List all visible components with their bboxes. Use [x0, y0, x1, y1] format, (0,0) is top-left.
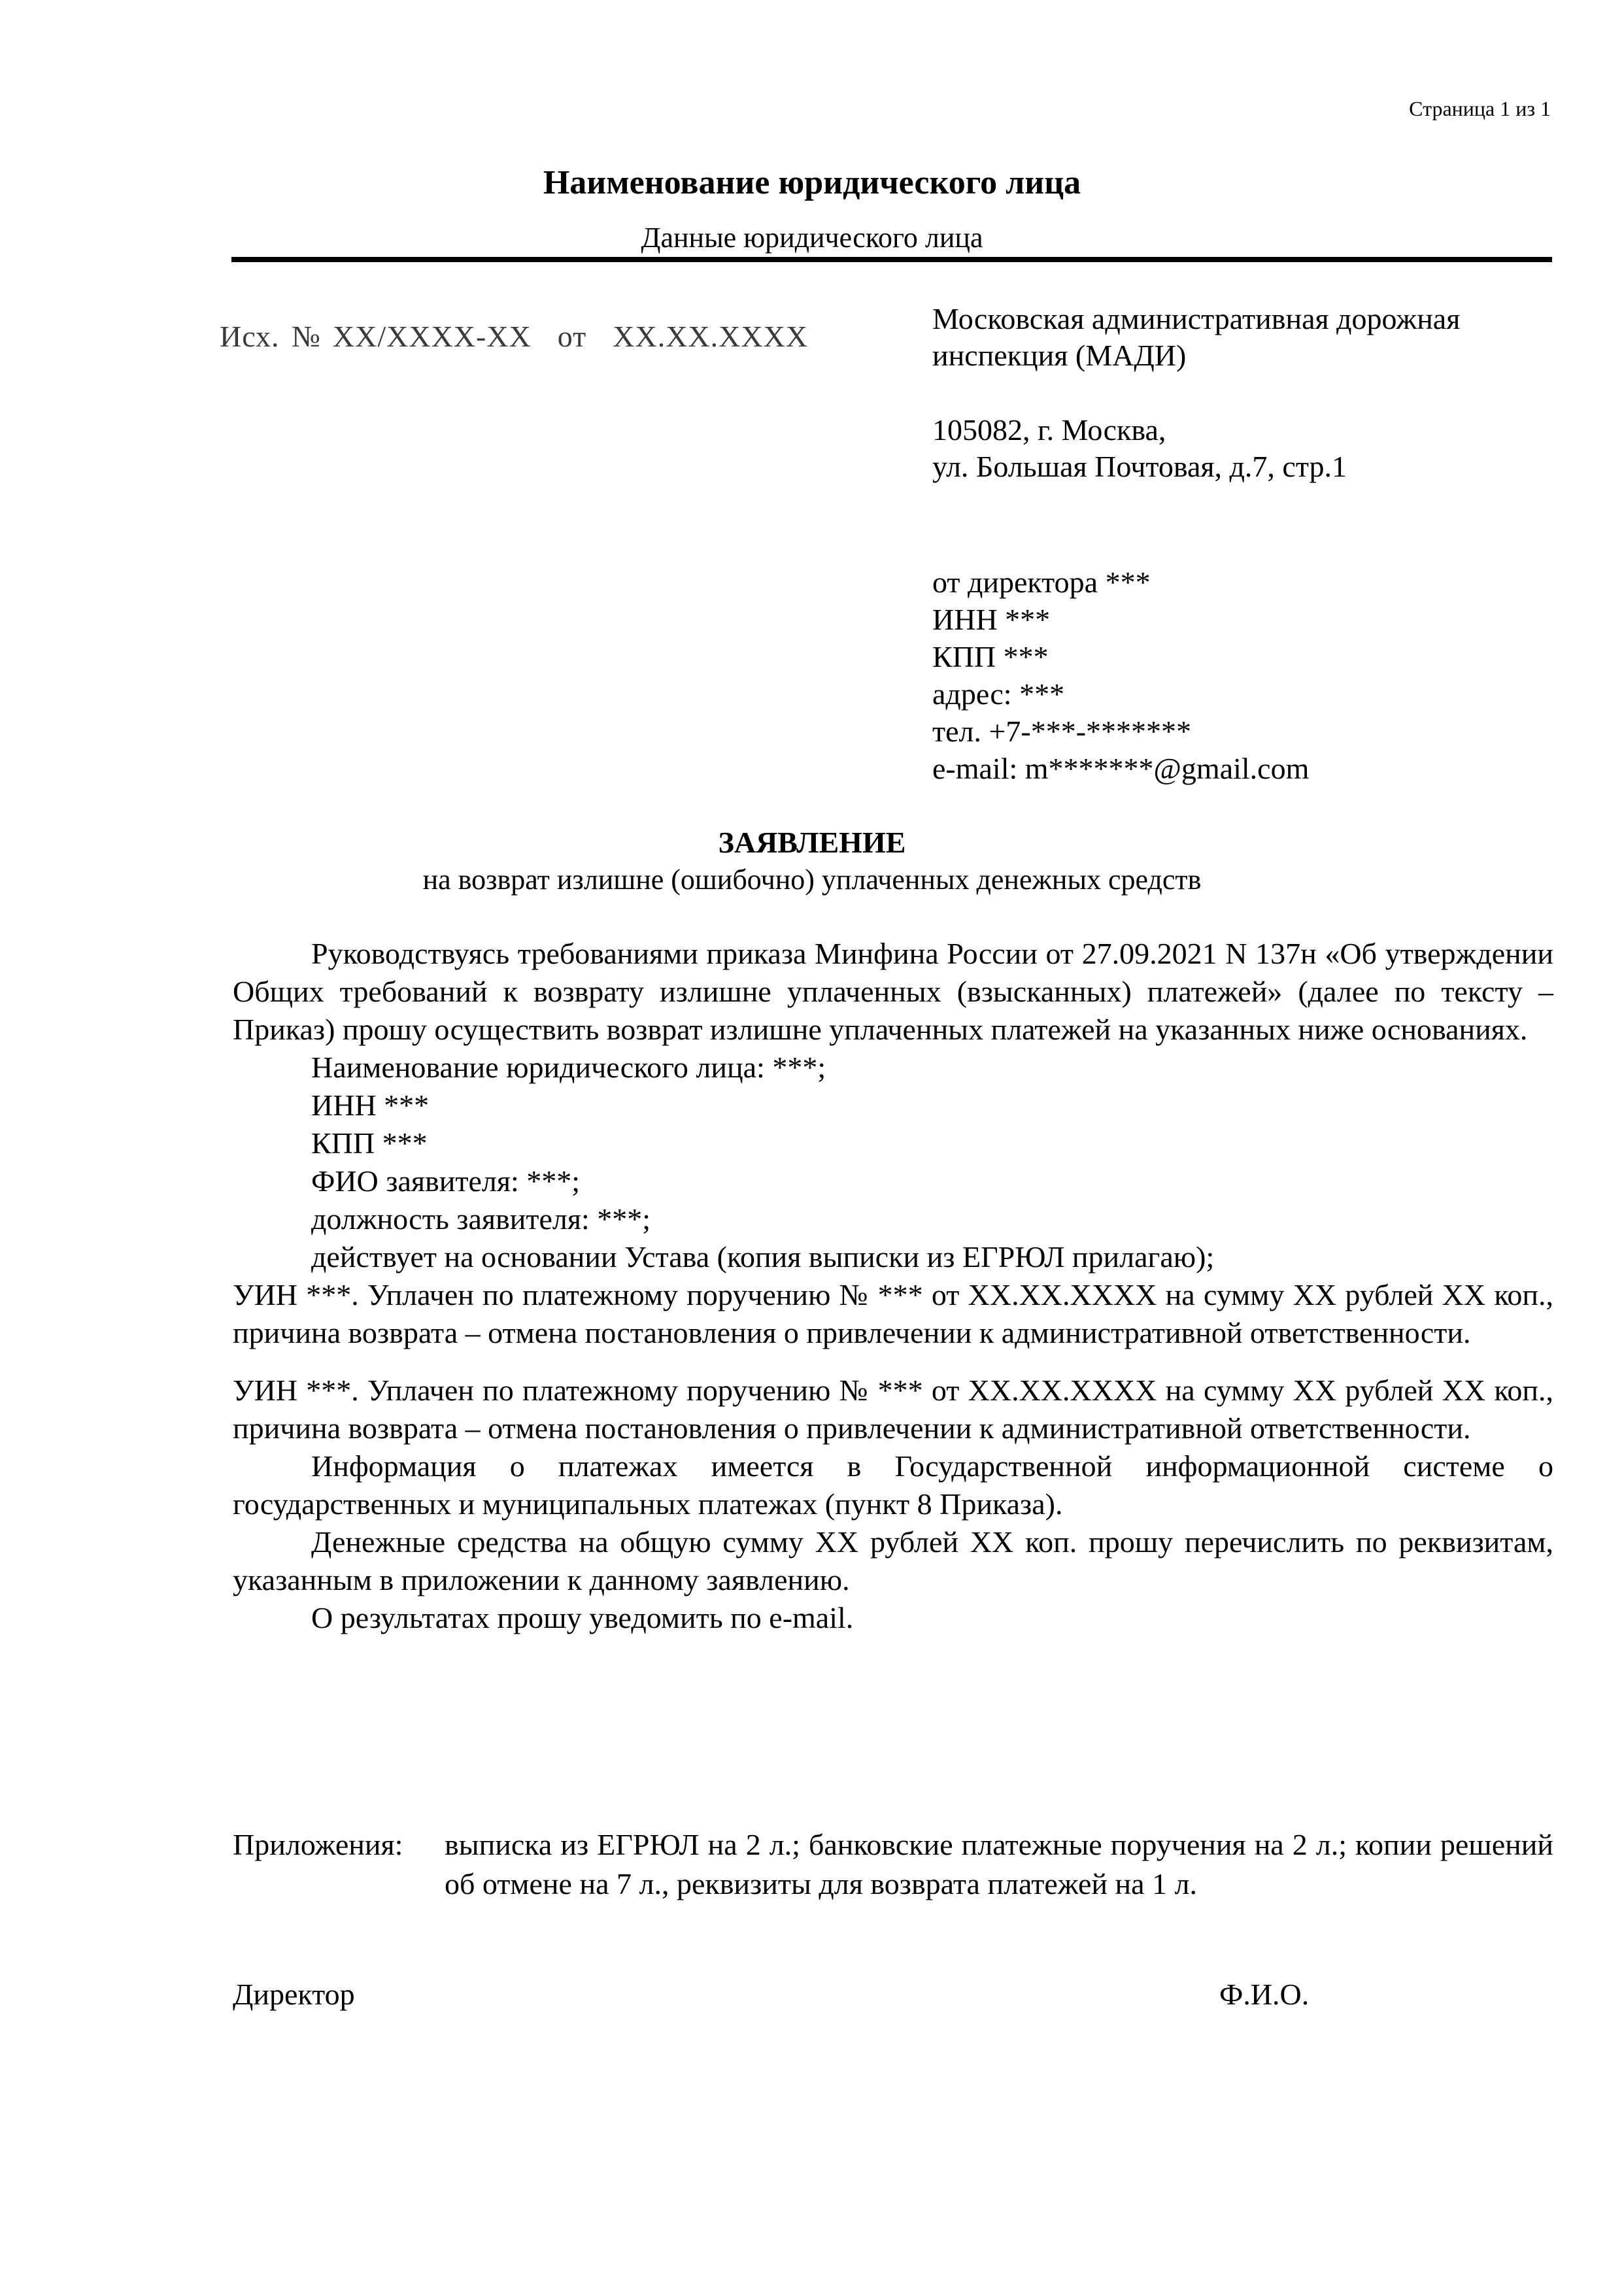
sender-line: e-mail: m*******@gmail.com [932, 752, 1310, 785]
detail-line: действует на основании Устава (копия выписки из ЕГРЮЛ прилагаю); [311, 1240, 1215, 1274]
outgoing-date: XX.XX.XXXX [613, 320, 809, 353]
detail-line: ИНН *** [311, 1088, 430, 1122]
attachments-block [233, 1825, 1553, 1904]
detail-line: ФИО заявителя: ***; [311, 1164, 581, 1198]
sender-line: ИНН *** [932, 603, 1051, 636]
company-name: Наименование юридического лица [543, 164, 1081, 201]
sender-line: КПП *** [932, 640, 1049, 673]
addressee-line: инспекция (МАДИ) [932, 339, 1187, 372]
document-title: ЗАЯВЛЕНИЕ [718, 826, 906, 859]
sender-line: тел. +7-***-******* [932, 715, 1192, 748]
payment-paragraph: УИН ***. Уплачен по платежному поручению № *** от XX.XX.XXXX на сумму XX рублей XX коп., причина возврата – отмена постановления о привлечении к административной ответственности. [233, 1278, 1553, 1349]
notify-paragraph: О результатах прошу уведомить по e-mail. [311, 1601, 854, 1634]
detail-line: Наименование юридического лица: ***; [311, 1051, 826, 1084]
addressee-spacer [932, 374, 1553, 412]
addressee-line: ул. Большая Почтовая, д.7, стр.1 [932, 450, 1347, 483]
outgoing-from: от [557, 320, 587, 353]
outgoing-prefix: Исх. № [220, 320, 321, 353]
sender-line: адрес: *** [932, 677, 1065, 711]
outgoing-reference [220, 319, 808, 354]
document-body [233, 935, 1553, 1637]
page-number: Страница 1 из 1 [1409, 97, 1551, 120]
addressee-line: 105082, г. Москва, [932, 413, 1166, 447]
detail-line: должность заявителя: ***; [311, 1202, 651, 1236]
header-rule [231, 257, 1552, 262]
intro-paragraph: Руководствуясь требованиями приказа Минфина России от 27.09.2021 N 137н «Об утверждении Общих требований к возврату излишне уплаченных (взысканных) платежей» (далее по тексту – Приказ) прошу осуществить возврат излишне уплаченных платежей на указанных ниже основаниях. [233, 937, 1553, 1046]
addressee-block [932, 301, 1553, 485]
sender-line: от директора *** [932, 565, 1151, 599]
transfer-paragraph: Денежные средства на общую сумму XX рублей XX коп. прошу перечислить по реквизитам, указанным в приложении к данному заявлению. [233, 1525, 1553, 1596]
payment-paragraph: УИН ***. Уплачен по платежному поручению № *** от XX.XX.XXXX на сумму XX рублей XX коп., причина возврата – отмена постановления о привлечении к административной ответственности. [233, 1374, 1553, 1445]
signature-role: Директор [233, 1978, 355, 2011]
addressee-line: Московская административная дорожная [932, 302, 1461, 335]
company-data: Данные юридического лица [641, 222, 983, 254]
sender-block [932, 564, 1553, 787]
document-subtitle: на возврат излишне (ошибочно) уплаченных денежных средств [422, 864, 1202, 896]
signature-name: Ф.И.О. [1219, 1978, 1310, 2011]
attachments-label: Приложения: [233, 1828, 403, 1861]
attachments-text: выписка из ЕГРЮЛ на 2 л.; банковские платежные поручения на 2 л.; копии решений об отмене на 7 л., реквизиты для возврата платежей на 1 л. [445, 1828, 1553, 1900]
info-paragraph: Информация о платежах имеется в Государственной информационной системе о государственных и муниципальных платежах (пункт 8 Приказа). [233, 1449, 1553, 1521]
detail-line: КПП *** [311, 1126, 428, 1160]
outgoing-number: XX/XXXX-XX [332, 320, 532, 353]
